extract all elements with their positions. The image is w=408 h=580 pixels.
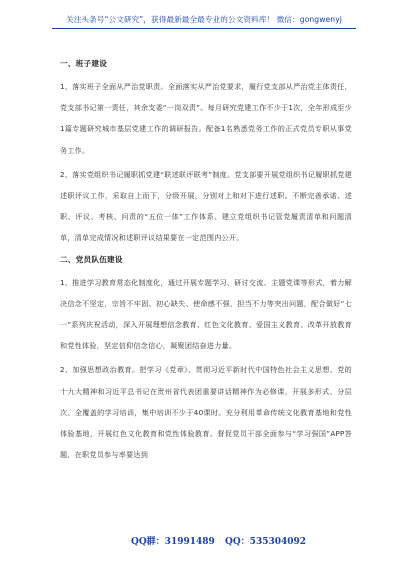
section-team-building (60, 56, 352, 249)
section-heading: 一、班子建设 (60, 59, 108, 68)
qq-group-number: QQ群：31991489 (131, 537, 215, 547)
paragraph: 2、落实党组织书记履职抓党建“联述联评联考”制度。党支部要开展党组织书记履职抓党建述职评议工作，采取自上而下，分级开展，分别对上和对下进行述职。不断完善承诺、述职、评议、考核、问责的“五位一体”工作体系、建立党组织书记管党履责清单和问题清单，清单完成情况和述职评议结果要在一定范围内公开。 (60, 169, 352, 243)
qq-number: QQ：535304092 (225, 537, 307, 547)
document-body (60, 56, 352, 467)
section-party-member-team (60, 252, 352, 466)
paragraph: 1、落实班子全面从严治党职责。全面落实从严治党要求，履行党支部从严治党主体责任，党支部书记第一责任，其余支委“一岗双责”。每月研究党建工作不少于1次，全年形成至少1篇专题研究城市基层党建工作的调研报告。配备1名熟悉党务工作的正式党员专职从事党务工作。 (60, 82, 352, 155)
section-heading: 二、党员队伍建设 (60, 254, 123, 264)
paragraph: 2、加强思想政治教育。把学习《党章》、贯彻习近平新时代中国特色社会主义思想、党的十九大精神和习近平总书记在贵州省代表团重要讲话精神作为必修课，开展多形式、分层次、全覆盖的学习培训，集中培训不少于40课时。充分利用革命传统文化教育基地和党性体验基地，开展红色文化教育和党性体验教育。督促党员干部全面参与“学习强国”APP答题，在职党员参与率要达到 (60, 365, 352, 460)
paragraph: 1、推进学习教育常态化制度化，通过开展专题学习、研讨交流、主题党课等形式，着力解决信念不坚定，宗旨不牢固、初心缺失、使命感不强、担当不力等突出问题，配合做好“七一”系列庆祝活动，深入开展理想信念教育、红色文化教育、爱国主义教育、改革开放教育和党性体验，坚定信仰信念信心，凝聚团结奋进力量。 (60, 277, 352, 351)
header-banner: 关注头条号“公文研究”，获得最新最全最专业的公文资料库！ 微信：gongwenyj (52, 14, 356, 29)
